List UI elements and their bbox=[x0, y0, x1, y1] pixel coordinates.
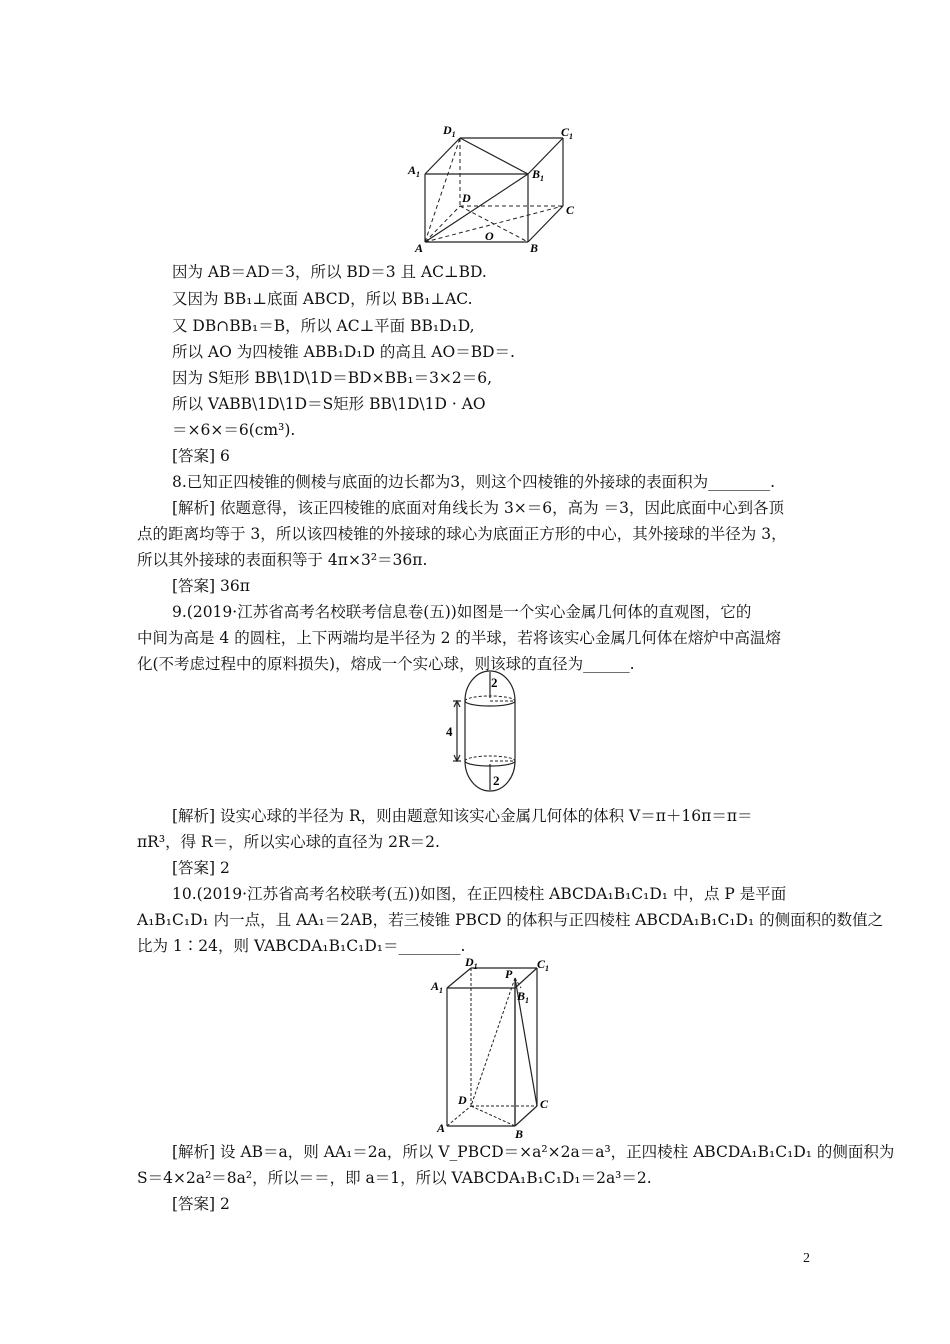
label-B: B bbox=[530, 241, 539, 255]
analysis-8-line-3: 所以其外接球的表面积等于 4π×3²＝36π. bbox=[137, 551, 428, 569]
label-A1: $A_1$ bbox=[408, 163, 421, 179]
question-10-line-3: 比为 1∶24，则 VABCDA₁B₁C₁D₁＝________. bbox=[137, 937, 466, 955]
label-C1: $C_1$ bbox=[561, 125, 574, 141]
analysis-8-line-2: 点的距离均等于 3，所以该四棱锥的外接球的球心为底面正方形的中心，其外接球的半径为 3， bbox=[137, 525, 787, 543]
label-A: A bbox=[437, 1121, 446, 1135]
label-bottom-radius: 2 bbox=[493, 773, 500, 788]
analysis-10-line-2: S＝4×2a²＝8a²，所以＝＝，即 a＝1，所以 VABCDA₁B₁C₁D₁＝2a³＝2. bbox=[137, 1169, 652, 1187]
label-P: P bbox=[505, 967, 513, 981]
label-A: A bbox=[415, 241, 424, 255]
label-A1: $A_1$ bbox=[431, 979, 444, 995]
text-line-4: 所以 AO 为四棱锥 ABB₁D₁D 的高且 AO＝BD＝. bbox=[172, 343, 515, 361]
label-D: D bbox=[462, 191, 471, 205]
question-10-line-2: A₁B₁C₁D₁ 内一点，且 AA₁＝2AB，若三棱锥 PBCD 的体积与正四棱柱 ABCDA₁B₁C₁D₁ 的侧面积的数值之 bbox=[137, 911, 884, 929]
text-line-3: 又 DB∩BB₁＝B，所以 AC⊥平面 BB₁D₁D, bbox=[172, 317, 475, 335]
question-9-line-2: 中间为高是 4 的圆柱，上下两端均是半径为 2 的半球，若将该实心金属几何体在熔炉中高温熔 bbox=[137, 629, 781, 647]
label-D1: $D_1$ bbox=[443, 123, 456, 139]
text-line-7: ＝×6×＝6(cm³). bbox=[172, 421, 296, 439]
question-9-line-3: 化(不考虑过程中的原料损失)，熔成一个实心球，则该球的直径为______. bbox=[137, 655, 635, 673]
label-D1: $D_1$ bbox=[465, 956, 478, 971]
label-D: D bbox=[458, 1093, 467, 1107]
question-9-line-1: 9.(2019·江苏省高考名校联考信息卷(五))如图是一个实心金属几何体的直观图，它的 bbox=[172, 603, 752, 621]
analysis-9-line-1: [解析] 设实心球的半径为 R，则由题意知该实心金属几何体的体积 V＝π＋16π＝π＝ bbox=[172, 807, 753, 825]
answer-1: [答案] 6 bbox=[172, 447, 230, 465]
answer-8: [答案] 36π bbox=[172, 577, 250, 595]
label-C1: $C_1$ bbox=[537, 957, 550, 973]
question-8: 8.已知正四棱锥的侧棱与底面的边长都为3，则这个四棱锥的外接球的表面积为________. bbox=[172, 473, 776, 491]
label-B1: $B_1$ bbox=[532, 167, 545, 183]
page-number: 2 bbox=[803, 1251, 810, 1266]
text-line-5: 因为 S矩形 BB\1D\1D＝BD×BB₁＝3×2＝6, bbox=[172, 369, 493, 387]
label-height: 4 bbox=[446, 724, 453, 739]
answer-9: [答案] 2 bbox=[172, 859, 230, 877]
label-C: C bbox=[566, 203, 575, 217]
question-10-line-1: 10.(2019·江苏省高考名校联考(五))如图，在正四棱柱 ABCDA₁B₁C₁D₁ 中，点 P 是平面 bbox=[172, 885, 787, 903]
label-B: B bbox=[515, 1127, 524, 1140]
text-line-1: 因为 AB＝AD＝3，所以 BD＝3 且 AC⊥BD. bbox=[172, 263, 487, 281]
prism-figure bbox=[425, 956, 565, 1140]
cube-figure bbox=[395, 118, 595, 258]
label-top-radius: 2 bbox=[491, 675, 498, 690]
label-B1: $B_1$ bbox=[517, 989, 530, 1005]
capsule-figure bbox=[440, 664, 540, 798]
label-O: O bbox=[485, 229, 494, 243]
analysis-8-line-1: [解析] 依题意得，该正四棱锥的底面对角线长为 3×＝6，高为 ＝3，因此底面中心到各顶 bbox=[172, 499, 784, 517]
answer-10: [答案] 2 bbox=[172, 1195, 230, 1213]
text-line-6: 所以 VABB\1D\1D＝S矩形 BB\1D\1D · AO bbox=[172, 395, 486, 413]
analysis-9-line-2: πR³，得 R＝，所以实心球的直径为 2R＝2. bbox=[137, 833, 440, 851]
text-line-2: 又因为 BB₁⊥底面 ABCD，所以 BB₁⊥AC. bbox=[172, 290, 473, 308]
label-C: C bbox=[540, 1097, 549, 1111]
analysis-10-line-1: [解析] 设 AB＝a，则 AA₁＝2a，所以 V_PBCD＝×a²×2a＝a³，正四棱柱 ABCDA₁B₁C₁D₁ 的侧面积为 bbox=[172, 1143, 895, 1161]
